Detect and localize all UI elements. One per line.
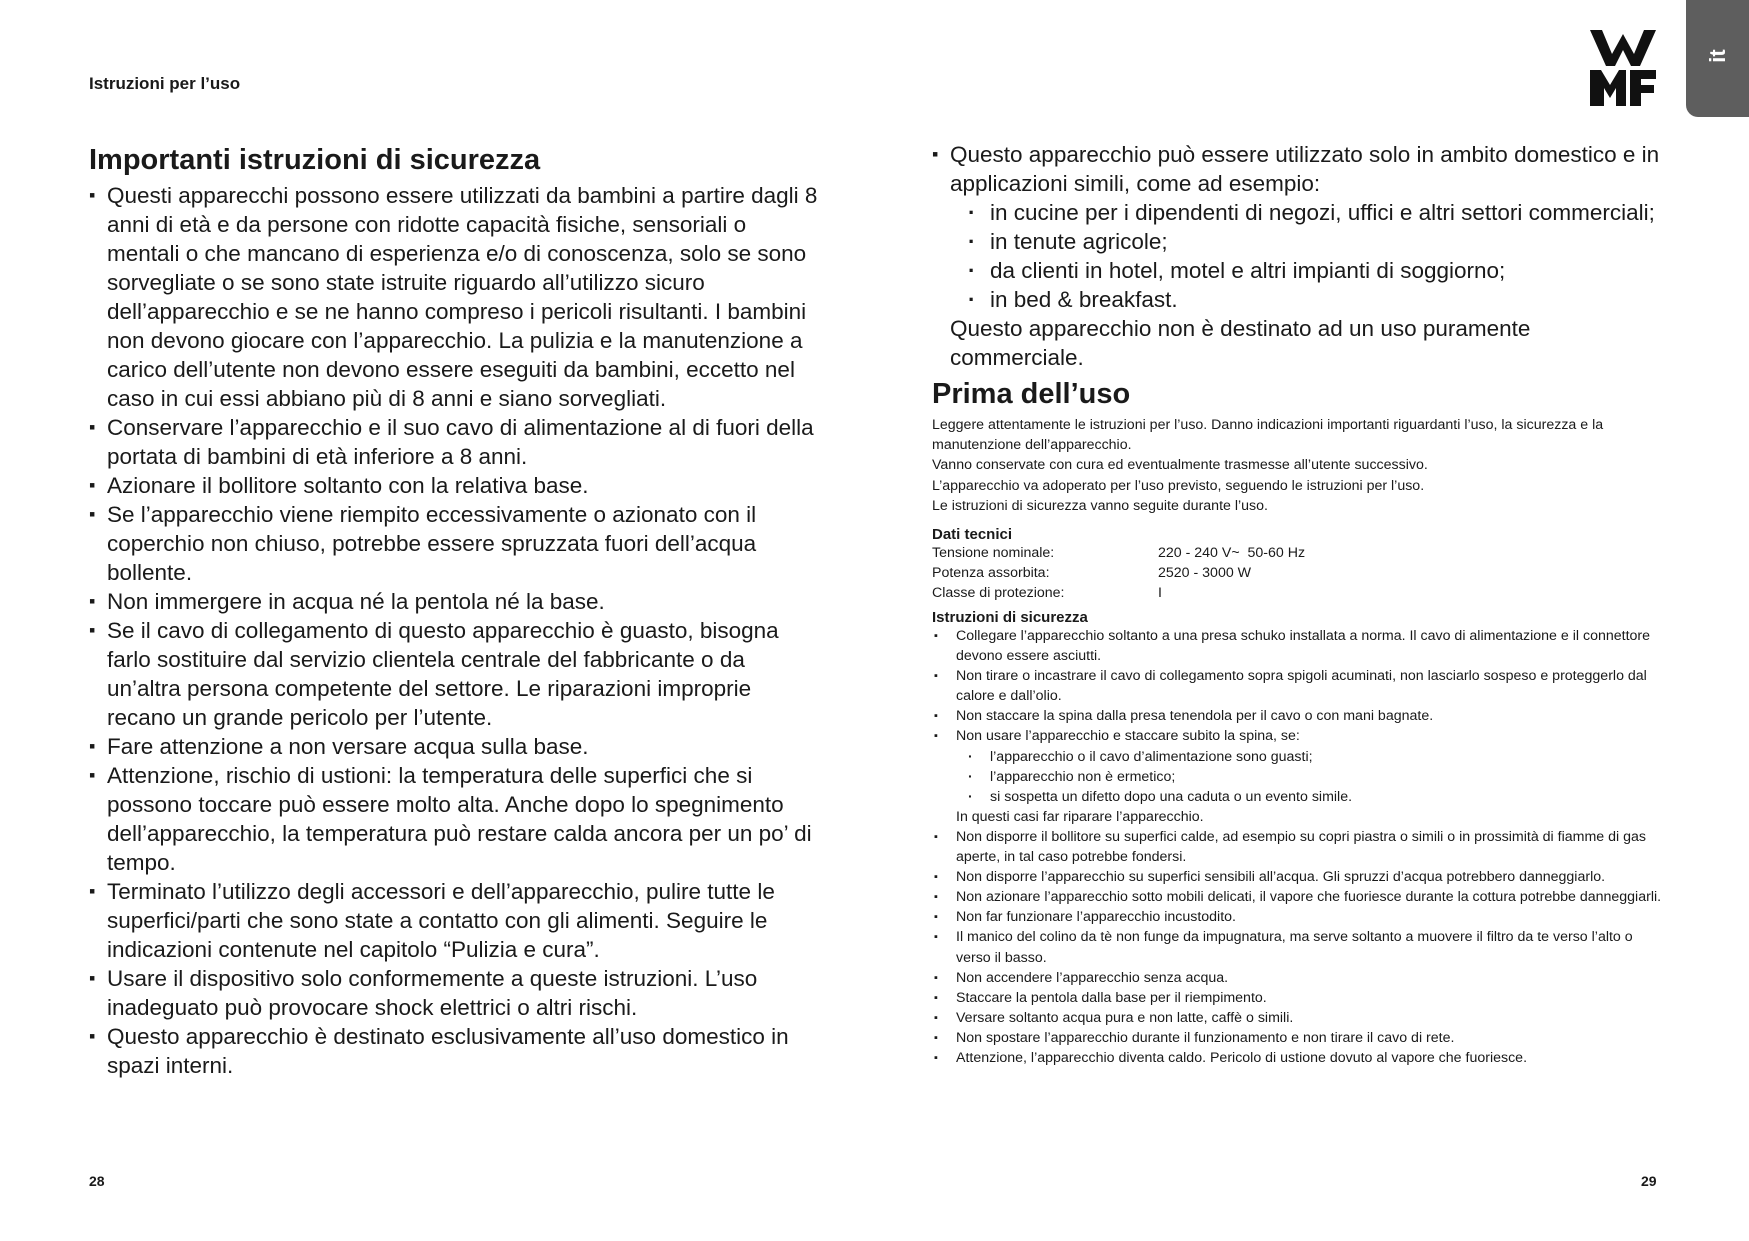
list-item-text: Non usare l’apparecchio e staccare subito la spina, se: bbox=[956, 728, 1300, 745]
list-item: ▪ Non disporre l’apparecchio su superfici sensibili all’acqua. Gli spruzzi d’acqua potrebbero danneggiarlo. bbox=[932, 867, 1667, 887]
table-row bbox=[932, 583, 1305, 603]
page-number-right: 29 bbox=[1641, 1173, 1657, 1189]
paragraph: L’apparecchio va adoperato per l’uso previsto, seguendo le istruzioni per l’uso. bbox=[932, 477, 1425, 494]
list-item: · in tenute agricole; bbox=[968, 227, 1667, 256]
list-item: ▪ Usare il dispositivo solo conformemente a queste istruzioni. L’uso inadeguato può provocare shock elettrici o altri rischi. bbox=[89, 964, 824, 1022]
sicurezza-heading: Istruzioni di sicurezza bbox=[932, 609, 1088, 627]
list-item: ▪ Non disporre il bollitore su superfici calde, ad esempio su copri piastra o simili o in prossimità di fiamme di gas aperte, in tal caso potrebbe fondersi. bbox=[932, 827, 1667, 867]
list-item: ▪ Terminato l’utilizzo degli accessori e dell’apparecchio, pulire tutte le superfici/parti che sono state a contatto con gli alimenti. Seguire le indicazioni contenute nel capitolo “Pulizia e cura”. bbox=[89, 877, 824, 964]
list-item: · si sospetta un difetto dopo una caduta o un evento simile. bbox=[968, 787, 1667, 807]
list-item: · l’apparecchio o il cavo d’alimentazione sono guasti; bbox=[968, 747, 1667, 767]
list-item: ▪ Staccare la pentola dalla base per il riempimento. bbox=[932, 988, 1667, 1008]
safety-heading: Importanti istruzioni di sicurezza bbox=[89, 144, 541, 176]
list-item: ▪ Attenzione, rischio di ustioni: la temperatura delle superfici che si possono toccare può essere molto alta. Anche dopo lo spegnimento dell’apparecchio, la temperatura può restare calda ancora per un po’ di tempo. bbox=[89, 761, 824, 877]
list-item: ▪ Non staccare la spina dalla presa tenendola per il cavo o con mani bagnate. bbox=[932, 706, 1667, 726]
table-row bbox=[932, 563, 1305, 583]
defect-note: In questi casi far riparare l’apparecchio. bbox=[956, 808, 1204, 825]
spec-label: Potenza assorbita: bbox=[932, 565, 1050, 582]
list-item: ▪ Azionare il bollitore soltanto con la relativa base. bbox=[89, 471, 824, 500]
list-item: · da clienti in hotel, motel e altri impianti di soggiorno; bbox=[968, 256, 1667, 285]
list-item: ▪ Questi apparecchi possono essere utilizzati da bambini a partire dagli 8 anni di età e da persone con ridotte capacità fisiche, sensoriali o mentali o che mancano di esperienza e/o di conoscenza, solo se sono sorvegliate o se sono state istruite riguardo all’utilizzo sicuro dell’apparecchio e se ne hanno compreso i pericoli risultanti. I bambini non devono giocare con l’apparecchio. La pulizia e la manutenzione a carico dell’utente non devono essere eseguiti da bambini, eccetto nel caso in cui essi abbiano più di 8 anni e siano sorvegliati. bbox=[89, 181, 824, 413]
paragraph: Vanno conservate con cura ed eventualmente trasmesse all’utente successivo. bbox=[932, 457, 1428, 474]
domestic-note: Questo apparecchio non è destinato ad un uso puramente commerciale. bbox=[950, 316, 1531, 370]
table-row bbox=[932, 543, 1305, 563]
right-column bbox=[932, 140, 1667, 1068]
domestic-list bbox=[932, 140, 1667, 372]
list-item: ▪ Non tirare o incastrare il cavo di collegamento sopra spigoli acuminati, non lasciarlo sospeso e proteggerlo dal calore e dall’olio. bbox=[932, 666, 1667, 706]
domestic-intro: Questo apparecchio può essere utilizzato solo in ambito domestico e in applicazioni simili, come ad esempio: bbox=[950, 142, 1660, 196]
list-item: ▪ Non immergere in acqua né la pentola né la base. bbox=[89, 587, 824, 616]
paragraph: Le istruzioni di sicurezza vanno seguite durante l’uso. bbox=[932, 497, 1268, 514]
defect-list bbox=[956, 747, 1667, 807]
spec-value: I bbox=[1158, 585, 1162, 602]
list-item: · in cucine per i dipendenti di negozi, uffici e altri settori commerciali; bbox=[968, 198, 1667, 227]
list-item: ▪ Non accendere l’apparecchio senza acqua. bbox=[932, 968, 1667, 988]
spec-value: 2520 - 3000 W bbox=[1158, 565, 1252, 582]
list-item: ▪ Se il cavo di collegamento di questo apparecchio è guasto, bisogna farlo sostituire dal servizio clientela centrale del fabbricante o da un’altra persona competente del settore. Le riparazioni improprie recano un grande pericolo per l’utente. bbox=[89, 616, 824, 732]
list-item: ▪ Collegare l’apparecchio soltanto a una presa schuko installata a norma. Il cavo di alimentazione e il connettore devono essere asciutti. bbox=[932, 626, 1667, 666]
dati-heading: Dati tecnici bbox=[932, 526, 1013, 544]
list-item: · l’apparecchio non è ermetico; bbox=[968, 767, 1667, 787]
list-item: ▪ Fare attenzione a non versare acqua sulla base. bbox=[89, 732, 824, 761]
document-header: Istruzioni per l’uso bbox=[89, 74, 241, 93]
list-item bbox=[932, 140, 1667, 372]
left-column bbox=[89, 144, 824, 1080]
list-item: ▪ Attenzione, l’apparecchio diventa caldo. Pericolo di ustione dovuto al vapore che fuoriesce. bbox=[932, 1048, 1667, 1068]
page-number-left: 28 bbox=[89, 1173, 105, 1189]
list-item bbox=[932, 726, 1667, 826]
language-code: it bbox=[1704, 49, 1730, 63]
spec-label: Classe di protezione: bbox=[932, 585, 1065, 602]
paragraph: Leggere attentamente le istruzioni per l’uso. Danno indicazioni importanti riguardanti l’uso, la sicurezza e la manutenzione dell’apparecchio. bbox=[932, 417, 1604, 454]
list-item: ▪ Versare soltanto acqua pura e non latte, caffè o simili. bbox=[932, 1008, 1667, 1028]
list-item: ▪ Il manico del colino da tè non funge da impugnatura, ma serve soltanto a muovere il filtro da te verso l’alto o verso il basso. bbox=[932, 927, 1667, 967]
prima-heading: Prima dell’uso bbox=[932, 378, 1131, 410]
list-item: ▪ Non azionare l’apparecchio sotto mobili delicati, il vapore che fuoriesce durante la cottura potrebbe danneggiarli. bbox=[932, 887, 1667, 907]
list-item: ▪ Se l’apparecchio viene riempito eccessivamente o azionato con il coperchio non chiuso, potrebbe essere spruzzata fuori dell’acqua bollente. bbox=[89, 500, 824, 587]
safety-list bbox=[89, 181, 824, 1080]
sicurezza-list bbox=[932, 626, 1667, 1068]
list-item: ▪ Non far funzionare l’apparecchio incustodito. bbox=[932, 907, 1667, 927]
domestic-examples bbox=[950, 198, 1667, 314]
language-tab bbox=[1686, 0, 1749, 117]
prima-text bbox=[932, 415, 1667, 516]
list-item: ▪ Non spostare l’apparecchio durante il funzionamento e non tirare il cavo di rete. bbox=[932, 1028, 1667, 1048]
spec-label: Tensione nominale: bbox=[932, 545, 1055, 562]
wmf-logo bbox=[1590, 30, 1656, 106]
list-item: ▪ Questo apparecchio è destinato esclusivamente all’uso domestico in spazi interni. bbox=[89, 1022, 824, 1080]
list-item: ▪ Conservare l’apparecchio e il suo cavo di alimentazione al di fuori della portata di bambini di età inferiore a 8 anni. bbox=[89, 413, 824, 471]
list-item: · in bed & breakfast. bbox=[968, 285, 1667, 314]
spec-value: 220 - 240 V~ 50-60 Hz bbox=[1158, 545, 1306, 562]
spec-table bbox=[932, 543, 1305, 603]
